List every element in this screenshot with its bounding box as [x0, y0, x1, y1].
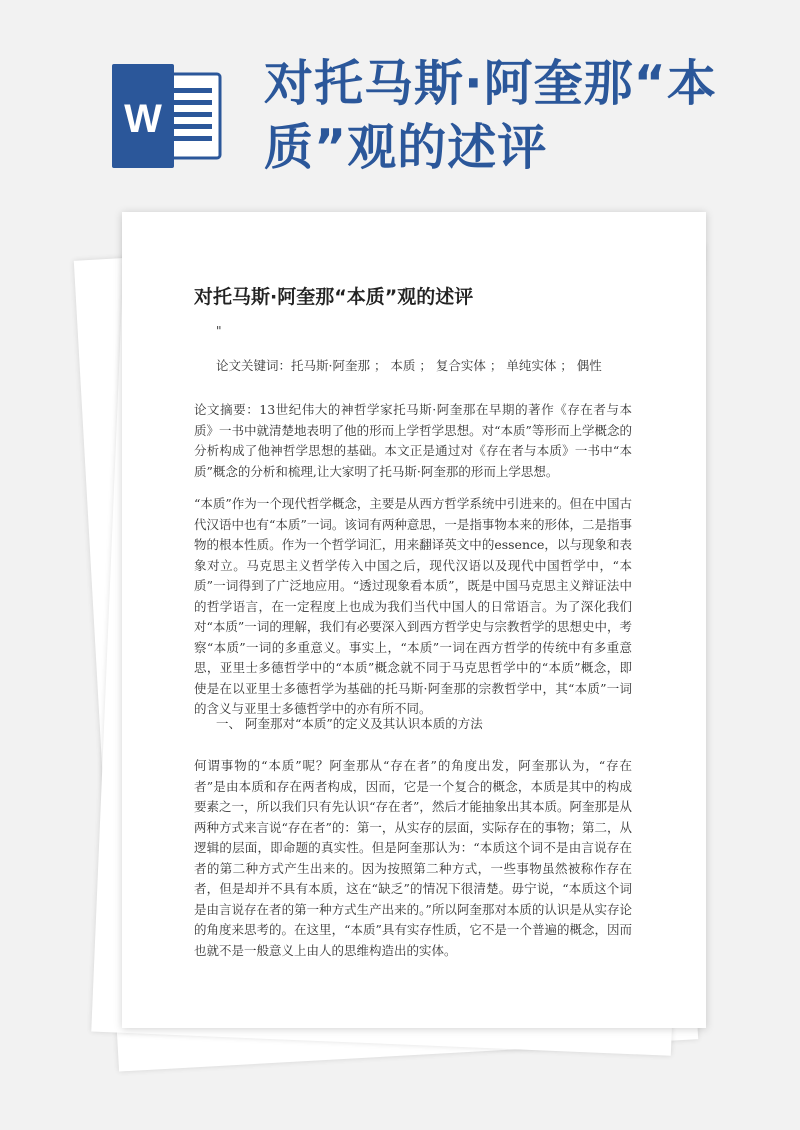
- section-body-paragraph: 何谓事物的“本质”呢？阿奎那从“存在者”的角度出发，阿奎那认为，“存在者”是由本质和存在两者构成，因而，它是一个复合的概念，本质是其中的构成要素之一，所以我们只有先认识“存在者”，然后才能抽象出其本质。阿奎那是从两种方式来言说“存在者”的：第一，从实存的层面，实际存在的事物；第二，从逻辑的层面，即命题的真实性。但是阿奎那认为：“本质这个词不是由言说存在者的第二种方式产生出来的。因为按照第二种方式，一些事物虽然被称作存在者，但是却并不具有本质，这在“缺乏”的情况下很清楚。毋宁说，“本质这个词是由言说存在者的第一种方式生产出来的。”所以阿奎那对本质的认识是从实存论的角度来思考的。在这里，“本质”具有实存性质，它不是一个普遍的概念，因而也就不是一般意义上由人的思维构造出的实体。: [194, 758, 632, 958]
- abstract-paragraph: 论文摘要：13世纪伟大的神哲学家托马斯·阿奎那在早期的著作《存在者与本质》一书中就清楚地表明了他的形而上学哲学思想。对“本质”等形而上学概念的分析构成了他神哲学思想的基础。本文正是通过对《存在者与本质》一书中“本质”概念的分析和梳理,让大家明了托马斯·阿奎那的形而上学思想。: [194, 402, 632, 479]
- svg-text:W: W: [124, 97, 162, 141]
- document-title: 对托马斯·阿奎那“本质”观的述评: [194, 286, 474, 308]
- section-heading: 一、 阿奎那对“本质”的定义及其认识本质的方法: [216, 716, 483, 731]
- word-document-icon: [112, 64, 224, 168]
- header-banner: [0, 0, 800, 200]
- stray-quote-mark: ": [216, 324, 222, 338]
- banner-title: 对托马斯·阿奎那“本质”观的述评: [264, 55, 717, 176]
- intro-paragraph: “本质”作为一个现代哲学概念，主要是从西方哲学系统中引进来的。但在中国古代汉语中也有“本质”一词。该词有两种意思，一是指事物本来的形体，二是指事物的根本性质。作为一个哲学词汇，用来翻译英文中的essence，以与现象和表象对立。马克思主义哲学传入中国之后，现代汉语以及现代中国哲学中，“本质”一词得到了广泛地应用。“透过现象看本质”，既是中国马克思主义辩证法中的哲学语言，在一定程度上也成为我们当代中国人的日常语言。为了深化我们对“本质”一词的理解，我们有必要深入到西方哲学史与宗教哲学的思想史中，考察“本质”一词的多重意义。事实上，“本质”一词在西方哲学的传统中有多重意思，亚里士多德哲学中的“本质”概念就不同于马克思哲学中的“本质”概念，即使是在以亚里士多德哲学为基础的托马斯·阿奎那的宗教哲学中，其“本质”一词的含义与亚里士多德哲学中的亦有所不同。: [194, 496, 632, 716]
- document-page: [122, 212, 706, 1028]
- keywords-line: 论文关键词：托马斯·阿奎那 ； 本质 ； 复合实体 ； 单纯实体 ； 偶性: [216, 358, 602, 373]
